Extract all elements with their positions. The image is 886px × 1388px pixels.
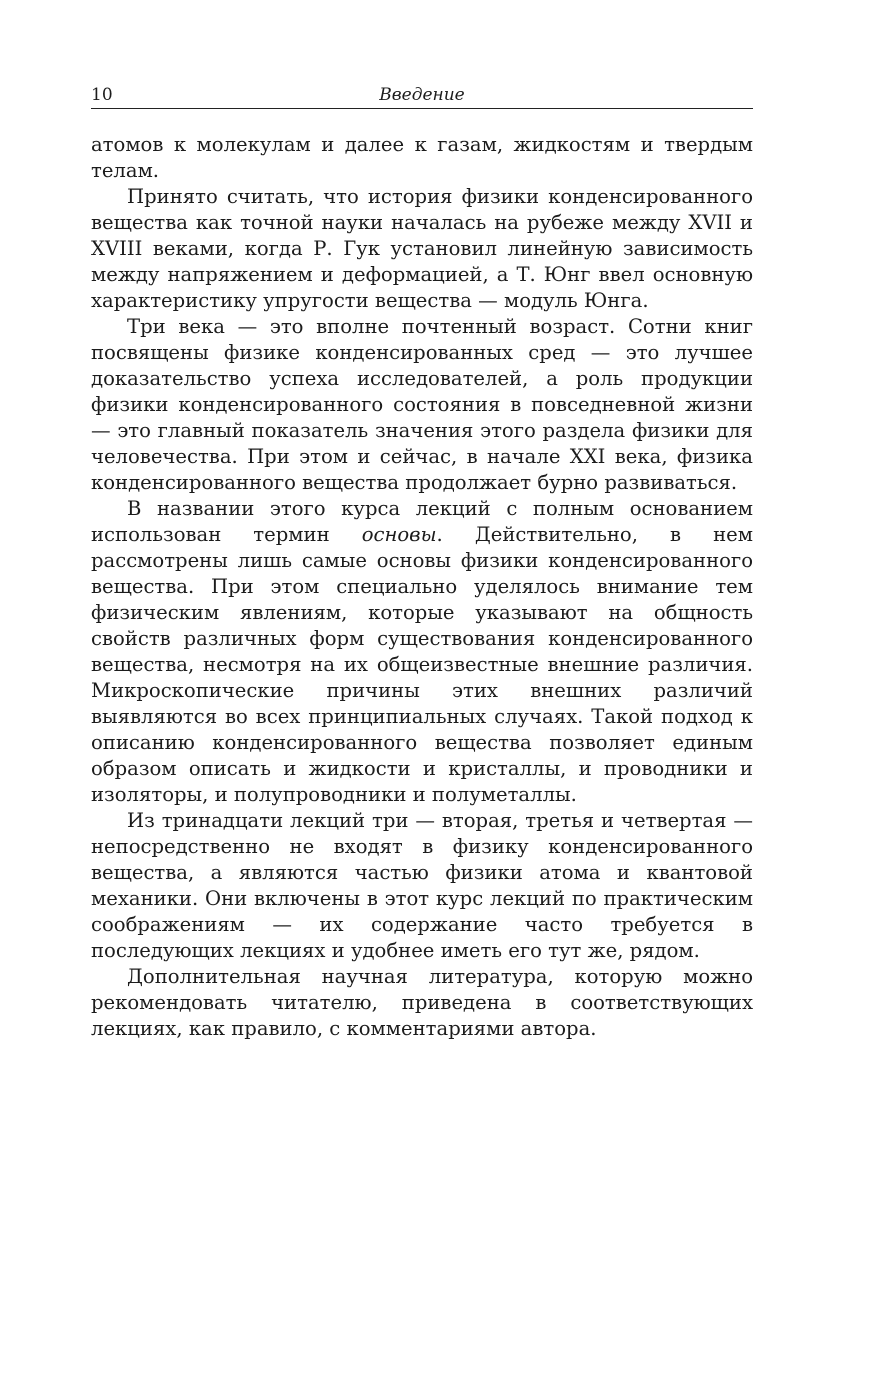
paragraph-lecture-structure: Из тринадцати лекций три — вторая, третья и четвертая — непосредственно не входят в физику конденсированного вещества, а являются частью физики атома и квантовой механики. Они включены в этот курс лекций по практическим соображениям — их содержание часто требуется в последующих лекциях и удобнее иметь его тут же, рядом. [91,809,753,962]
text-fragment: . Действительно, в нем рассмотрены лишь самые основы физики конденсированного вещества. При этом специально уделялось внимание тем физическим явлениям, которые указывают на общность свойств различных форм существования конденсированного вещества, несмотря на их общеизвестные внешние различия. Микроскопические причины этих внешних различий выявляются во всех принципиальных случаях. Такой подход к описанию конденсированного вещества позволяет единым образом описать и жидкости и кристаллы, и проводники и изоляторы, и полупроводники и полуметаллы. [91,523,753,806]
page-number: 10 [91,85,113,105]
paragraph-continuation: атомов к молекулам и далее к газам, жидкостям и твердым телам. [91,133,753,182]
section-title: Введение [379,85,465,105]
body-text [91,132,753,1042]
paragraph-course-title [91,496,753,808]
text-fragment: В названии этого курса лекций с полным основанием использован термин [91,497,753,546]
book-page [91,84,753,1042]
paragraph-three-centuries: Три века — это вполне почтенный возраст. Сотни книг посвящены физике конденсированных сред — это лучшее доказательство успеха исследователей, а роль продукции физики конденсированного состояния в повседневной жизни — это главный показатель значения этого раздела физики для человечества. При этом и сейчас, в начале XXI века, физика конденсированного вещества продолжает бурно развиваться. [91,315,753,494]
running-header [91,84,753,109]
paragraph-literature: Дополнительная научная литература, которую можно рекомендовать читателю, приведена в соответствующих лекциях, как правило, с комментариями автора. [91,965,753,1040]
emphasized-term: основы [361,523,437,546]
paragraph-history: Принято считать, что история физики конденсированного вещества как точной науки началась на рубеже между XVII и XVIII веками, когда Р. Гук установил линейную зависимость между напряжением и деформацией, а Т. Юнг ввел основную характеристику упругости вещества — модуль Юнга. [91,185,753,312]
